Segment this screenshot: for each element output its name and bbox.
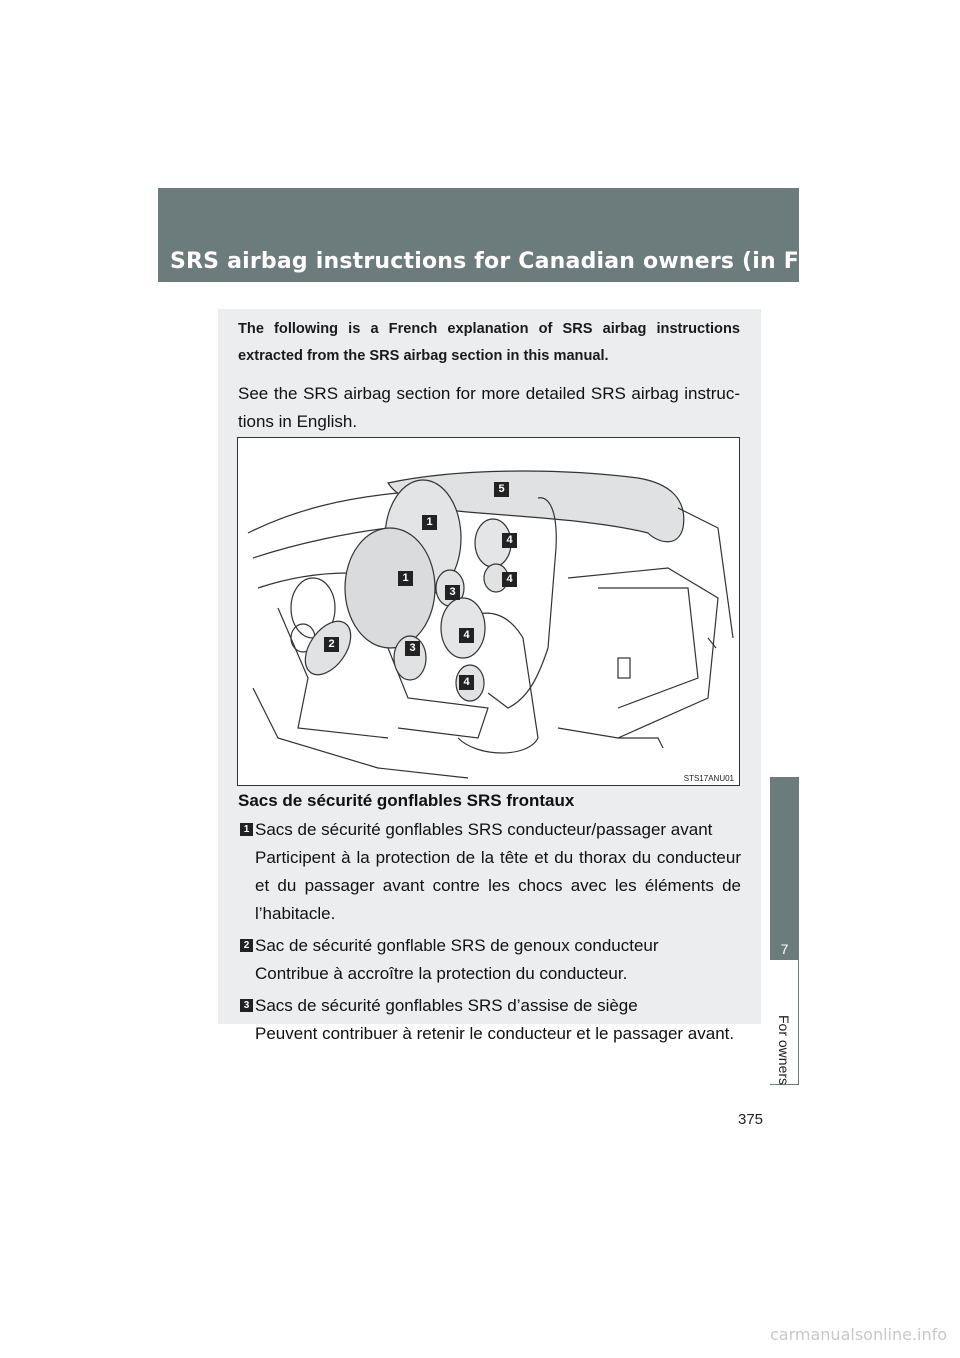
airbag-callout: 1: [398, 571, 413, 586]
airbag-callout: 4: [502, 533, 517, 548]
airbag-item: [238, 992, 741, 1048]
airbag-callout: 4: [502, 572, 517, 587]
lead-text: See the SRS airbag section for more detailed SRS airbag instruc-tions in English.: [238, 384, 740, 431]
chapter-number: 7: [780, 941, 789, 957]
item-number-badge: 2: [240, 939, 253, 952]
item-heading: Sacs de sécurité gonflables SRS conducteur/passager avant: [255, 820, 713, 839]
airbag-callout: 5: [494, 482, 509, 497]
airbag-item: [238, 816, 741, 928]
intro-text: The following is a French explanation of SRS airbag instructions extracted from the SRS airbag section in this manual.: [238, 321, 740, 364]
airbag-callout: 1: [422, 515, 437, 530]
item-heading: Sac de sécurité gonflable SRS de genoux conducteur: [255, 936, 659, 955]
chapter-label: [776, 1015, 792, 1045]
airbag-item: [238, 932, 741, 988]
figure-code: STS17ANU01: [683, 774, 734, 783]
page-number: 375: [738, 1111, 764, 1128]
item-heading: Sacs de sécurité gonflables SRS d’assise de siège: [255, 996, 638, 1015]
airbag-callout: 4: [459, 675, 474, 690]
item-number-badge: 1: [240, 823, 253, 836]
section-header: [158, 188, 879, 282]
frontal-airbags-heading: Sacs de sécurité gonflables SRS frontaux: [238, 791, 575, 810]
item-description: Peuvent contribuer à retenir le conducteur et le passager avant.: [255, 1024, 735, 1043]
car-interior-drawing: [238, 438, 739, 785]
section-title-header: SRS airbag instructions for Canadian owners (in French): [170, 249, 879, 274]
airbag-callout: 3: [405, 641, 420, 656]
airbag-callout: 4: [459, 628, 474, 643]
airbag-callout: 2: [324, 637, 339, 652]
watermark: carmanualsonline.info: [770, 1325, 948, 1344]
airbag-callout: 3: [445, 585, 460, 600]
airbag-illustration: [237, 437, 740, 786]
item-description: Contribue à accroître la protection du conducteur.: [255, 964, 628, 983]
item-number-badge: 3: [240, 999, 253, 1012]
item-description: Participent à la protection de la tête et du thorax du conducteur et du passager avant contre les chocs avec les éléments de l’habitacle.: [255, 848, 741, 923]
